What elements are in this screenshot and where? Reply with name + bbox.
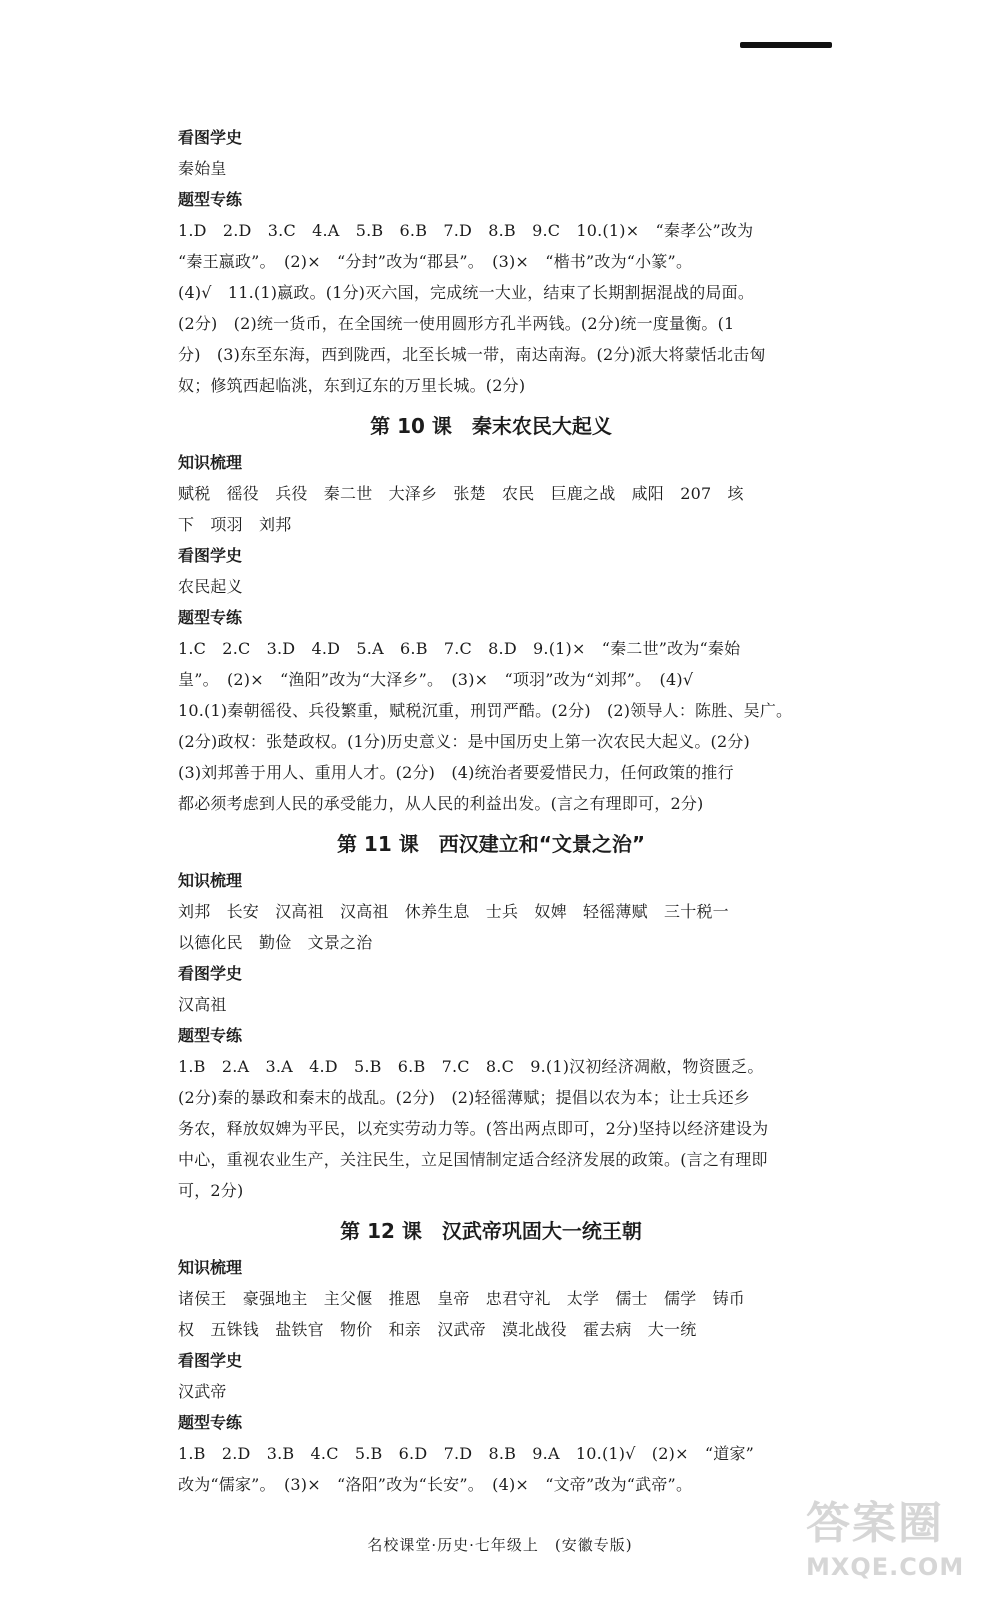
section-label-tixing: 题型专练 [178,190,243,209]
answer-line: 可，2分) [178,1181,244,1200]
answer-line: (2分)政权：张楚政权。(1分)历史意义：是中国历史上第一次农民大起义。(2分) [178,732,750,751]
answer-line: 奴；修筑西起临洮，东到辽东的万里长城。(2分) [178,376,526,395]
section-label-zhishi: 知识梳理 [178,871,243,890]
answer-block-lesson10 [178,633,804,819]
section-label-zhishi: 知识梳理 [178,1258,243,1277]
lesson-title-10: 第 10 课 秦末农民大起义 [370,414,612,438]
section-label-kantu: 看图学史 [178,964,243,983]
zhishi-block-lesson10 [178,478,804,540]
answer-line: 1.C 2.C 3.D 4.D 5.A 6.B 7.C 8.D 9.(1)× “秦二世”改为“秦始 [178,639,741,658]
zhishi-line: 诸侯王 豪强地主 主父偃 推恩 皇帝 忠君守礼 太学 儒士 儒学 铸币 [178,1289,746,1308]
section-label-tixing: 题型专练 [178,1026,243,1045]
answer-line: 务农，释放奴婢为平民，以充实劳动力等。(答出两点即可，2分)坚持以经济建设为 [178,1119,769,1138]
page-footer: 名校课堂·历史·七年级上 (安徽专版) [367,1536,633,1554]
section-label-tixing: 题型专练 [178,608,243,627]
answer-line: (3)刘邦善于用人、重用人才。(2分) (4)统治者要爱惜民力，任何政策的推行 [178,763,734,782]
zhishi-block-lesson11 [178,896,804,958]
answer-content [178,122,804,1500]
zhishi-line: 权 五铢钱 盐铁官 物价 和亲 汉武帝 漠北战役 霍去病 大一统 [178,1320,697,1339]
answer-line: 1.B 2.A 3.A 4.D 5.B 6.B 7.C 8.C 9.(1)汉初经济凋敝，物资匮乏。 [178,1057,764,1076]
header-rule [740,42,832,48]
answer-block-lesson11 [178,1051,804,1206]
zhishi-line: 刘邦 长安 汉高祖 汉高祖 休养生息 士兵 奴婢 轻徭薄赋 三十税一 [178,902,729,921]
zhishi-line: 以德化民 勤俭 文景之治 [178,933,373,952]
answer-line: (2分)秦的暴政和秦末的战乱。(2分) (2)轻徭薄赋；提倡以农为本；让士兵还乡 [178,1088,750,1107]
zhishi-block-lesson12 [178,1283,804,1345]
watermark-logo-text: 答案圈 [806,1498,944,1549]
answer-block-lesson9 [178,215,804,401]
answer-line: 1.D 2.D 3.C 4.A 5.B 6.B 7.D 8.B 9.C 10.(1)× “秦孝公”改为 [178,221,754,240]
answer-line: 10.(1)秦朝徭役、兵役繁重，赋税沉重，刑罚严酷。(2分) (2)领导人：陈胜、吴广。 [178,701,793,720]
answer-line: (4)√ 11.(1)嬴政。(1分)灭六国，完成统一大业，结束了长期割据混战的局面。 [178,283,755,302]
watermark-url: MXQE.COM [806,1553,965,1581]
answer-line: 都必须考虑到人民的承受能力，从人民的利益出发。(言之有理即可，2分) [178,794,704,813]
answer-line: 中心，重视农业生产，关注民生，立足国情制定适合经济发展的政策。(言之有理即 [178,1150,768,1169]
kantu-answer: 农民起义 [178,577,243,596]
answer-block-lesson12 [178,1438,804,1500]
lesson-title-11: 第 11 课 西汉建立和“文景之治” [336,832,646,856]
answer-line: 改为“儒家”。 (3)× “洛阳”改为“长安”。 (4)× “文帝”改为“武帝”。 [178,1475,693,1494]
answer-line: 皇”。 (2)× “渔阳”改为“大泽乡”。 (3)× “项羽”改为“刘邦”。 (4)√ [178,670,694,689]
section-label-tixing: 题型专练 [178,1413,243,1432]
kantu-answer: 汉武帝 [178,1382,227,1401]
answer-line: 分) (3)东至东海，西到陇西，北至长城一带，南达南海。(2分)派大将蒙恬北击匈 [178,345,766,364]
section-label-kantu: 看图学史 [178,1351,243,1370]
answer-line: 1.B 2.D 3.B 4.C 5.B 6.D 7.D 8.B 9.A 10.(1)√ (2)× “道家” [178,1444,755,1463]
zhishi-line: 赋税 徭役 兵役 秦二世 大泽乡 张楚 农民 巨鹿之战 咸阳 207 垓 [178,484,744,503]
zhishi-line: 下 项羽 刘邦 [178,515,292,534]
kantu-answer: 汉高祖 [178,995,227,1014]
section-label-kantu: 看图学史 [178,128,243,147]
section-label-kantu: 看图学史 [178,546,243,565]
answer-line: “秦王嬴政”。 (2)× “分封”改为“郡县”。 (3)× “楷书”改为“小篆”。 [178,252,693,271]
section-label-zhishi: 知识梳理 [178,453,243,472]
answer-line: (2分) (2)统一货币，在全国统一使用圆形方孔半两钱。(2分)统一度量衡。(1 [178,314,735,333]
kantu-answer: 秦始皇 [178,159,227,178]
lesson-title-12: 第 12 课 汉武帝巩固大一统王朝 [340,1219,642,1243]
